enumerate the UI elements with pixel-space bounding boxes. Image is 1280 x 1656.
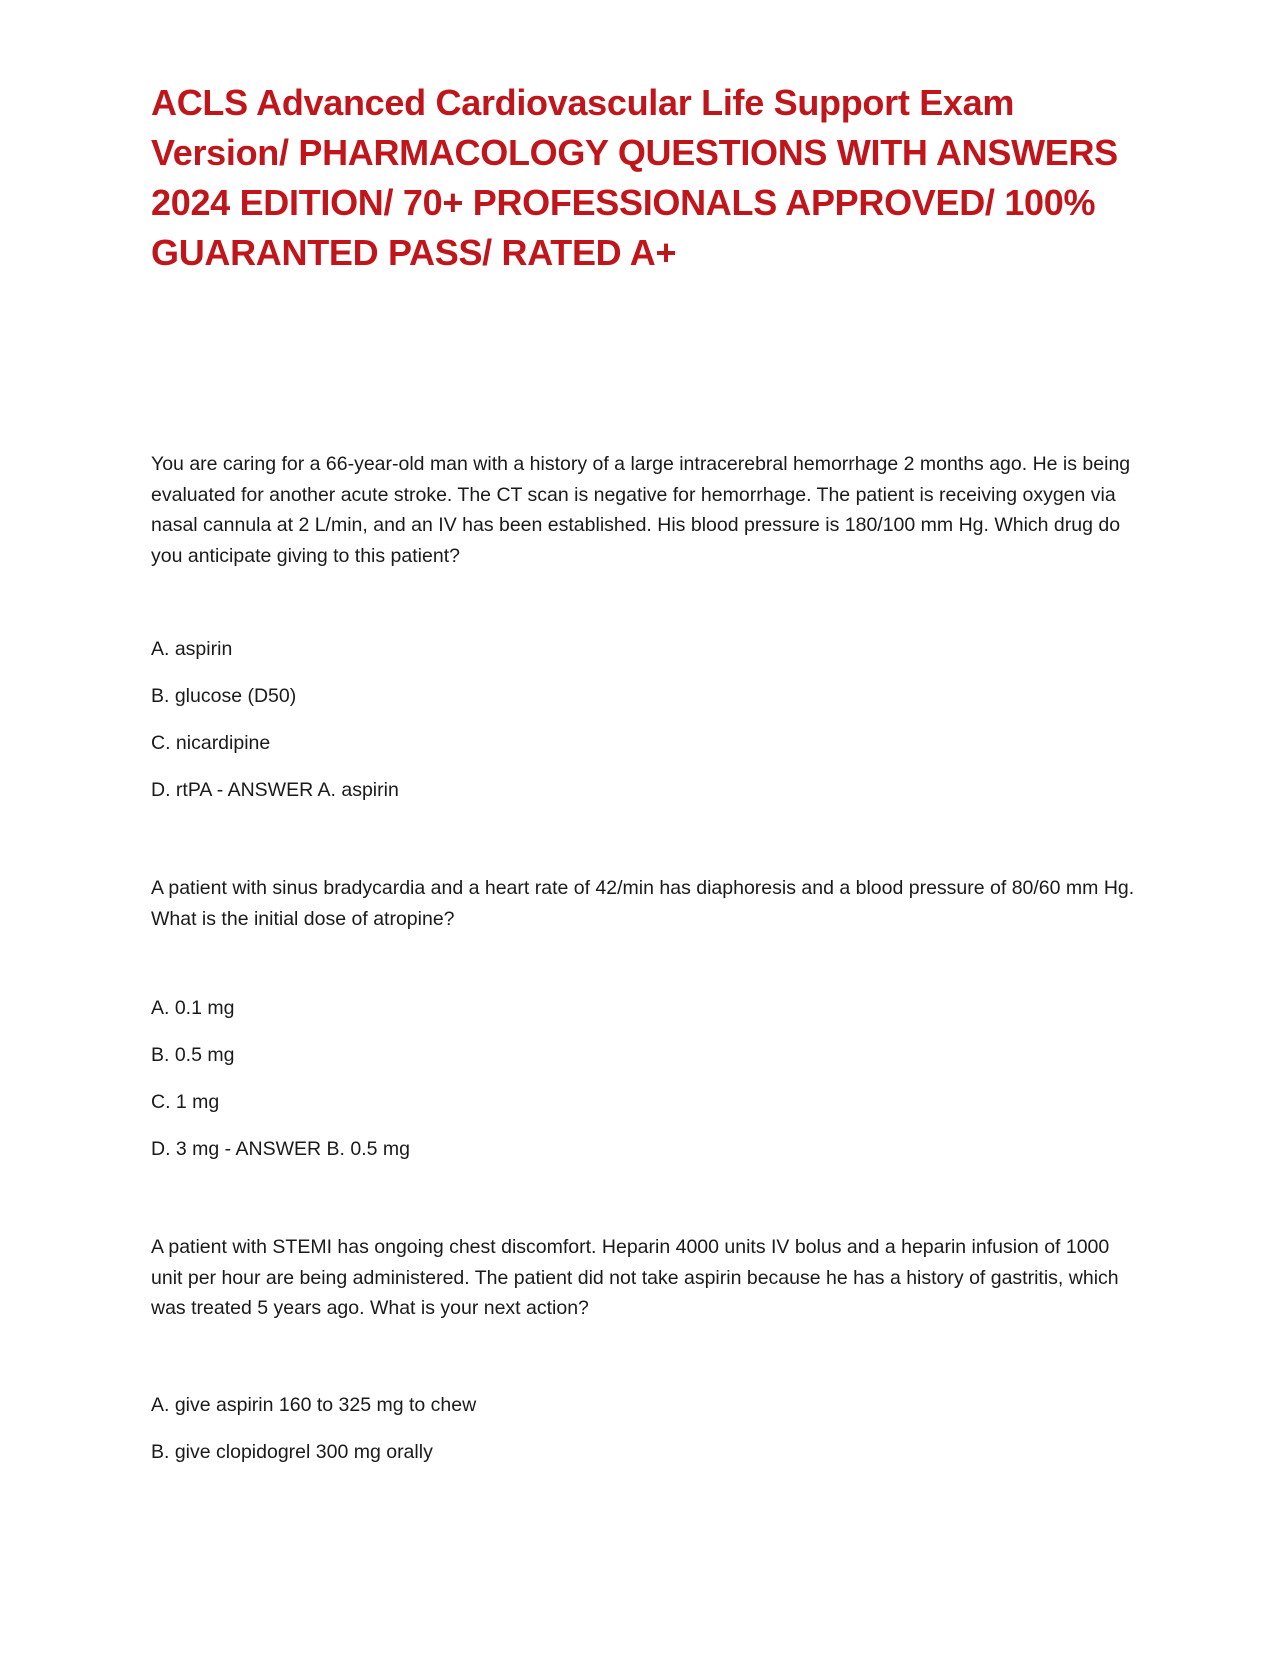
options-list — [151, 1390, 1136, 1484]
answer-option: C. nicardipine — [151, 732, 271, 754]
answer-option: A. 0.1 mg — [151, 997, 235, 1019]
answer-option: B. 0.5 mg — [151, 1044, 235, 1066]
question-text: You are caring for a 66-year-old man with a history of a large intracerebral hemorrhage 2 months ago. He is being evaluated for another acute stroke. The CT scan is negative for hemorrhage. The patient is receiving oxygen via nasal cannula at 2 L/min, and an IV has been established. His blood pressure is 180/100 mm Hg. Which drug do you anticipate giving to this patient? — [151, 453, 1131, 567]
answer-option: A. aspirin — [151, 638, 233, 660]
options-list — [151, 634, 1136, 822]
answer-option: D. 3 mg - ANSWER B. 0.5 mg — [151, 1138, 410, 1160]
answer-option: A. give aspirin 160 to 325 mg to chew — [151, 1394, 477, 1416]
answer-option: B. glucose (D50) — [151, 685, 297, 707]
document-title: ACLS Advanced Cardiovascular Life Support Exam Version/ PHARMACOLOGY QUESTIONS WITH ANSWERS 2024 EDITION/ 70+ PROFESSIONALS APPROVED/ 100% GUARANTED PASS/ RATED A+ — [151, 82, 1118, 273]
question-text: A patient with sinus bradycardia and a heart rate of 42/min has diaphoresis and a blood pressure of 80/60 mm Hg. What is the initial dose of atropine? — [151, 877, 1135, 930]
answer-option: D. rtPA - ANSWER A. aspirin — [151, 779, 399, 801]
question-block — [151, 449, 1136, 571]
question-block — [151, 873, 1136, 934]
options-list — [151, 993, 1136, 1181]
question-text: A patient with STEMI has ongoing chest discomfort. Heparin 4000 units IV bolus and a heparin infusion of 1000 unit per hour are being administered. The patient did not take aspirin because he has a history of gastritis, which was treated 5 years ago. What is your next action? — [151, 1236, 1119, 1319]
answer-option: C. 1 mg — [151, 1091, 220, 1113]
answer-option: B. give clopidogrel 300 mg orally — [151, 1441, 433, 1463]
question-block — [151, 1232, 1136, 1324]
